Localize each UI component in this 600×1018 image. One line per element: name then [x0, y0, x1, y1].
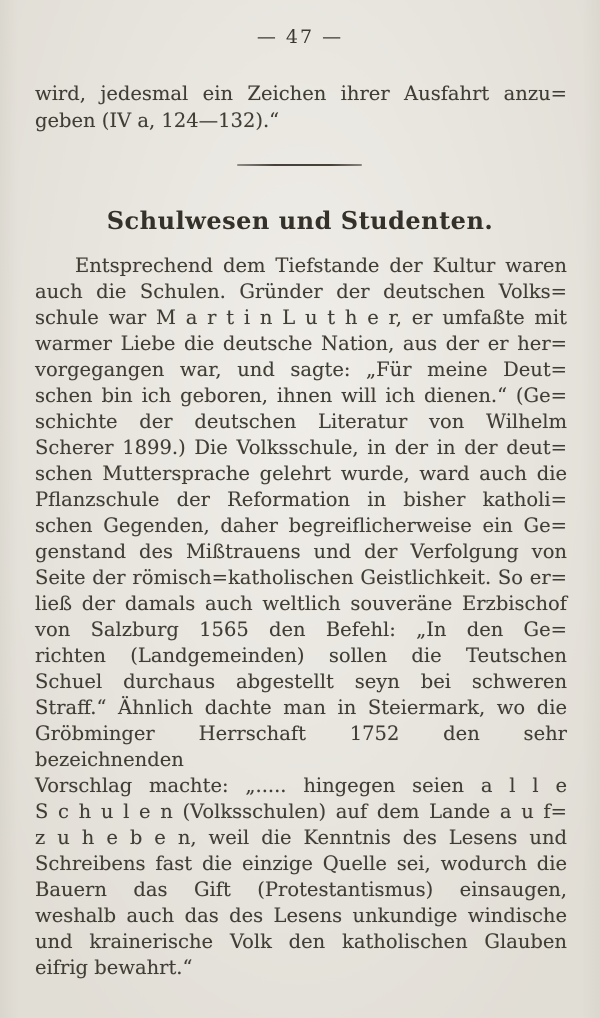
page-number: — 47 — [256, 26, 344, 48]
text-line: ließ der damals auch weltlich souveräne Erzbischof [35, 592, 567, 615]
text-line: warmer Liebe die deutsche Nation, aus der er her= [35, 332, 567, 355]
text-line: S c h u l e n (Volksschulen) auf dem Lande a u f= [35, 800, 567, 823]
text-line: von Salzburg 1565 den Befehl: „In den Ge= [35, 618, 567, 641]
text-line: schen bin ich geboren, ihnen will ich dienen.“ (Ge= [35, 384, 567, 407]
text-line: weshalb auch das des Lesens unkundige windische [35, 904, 567, 927]
section-divider-rule [237, 164, 362, 166]
text-line: und krainerische Volk den katholischen Glauben [35, 930, 567, 953]
text-line: eifrig bewahrt.“ [35, 956, 193, 979]
text-line: Schuel durchaus abgestellt seyn bei schweren [35, 670, 567, 693]
text-line: richten (Landgemeinden) sollen die Teutschen [35, 644, 567, 667]
text-line: Gröbminger Herrschaft 1752 den sehr bezeichnenden [35, 722, 567, 771]
text-line: genstand des Mißtrauens und der Verfolgung von [35, 540, 567, 563]
text-line: Entsprechend dem Tiefstande der Kultur waren [75, 254, 567, 277]
text-line: vorgegangen war, und sagte: „Für meine Deut= [35, 358, 567, 381]
text-line: auch die Schulen. Gründer der deutschen Volks= [35, 280, 567, 303]
text-line: schen Muttersprache gelehrt wurde, ward auch die [35, 462, 567, 485]
text-line: z u h e b e n, weil die Kenntnis des Lesens und [35, 826, 567, 849]
body-paragraph [35, 253, 567, 981]
text-line: Vorschlag machte: „..... hingegen seien a l l e [35, 774, 567, 797]
carryover-paragraph [35, 80, 567, 134]
text-line: schule war M a r t i n L u t h e r, er umfaßte mit [35, 306, 567, 329]
text-line: Bauern das Gift (Protestantismus) einsaugen, [35, 878, 567, 901]
text-line: Schreibens fast die einzige Quelle sei, wodurch die [35, 852, 567, 875]
text-line: Seite der römisch=katholischen Geistlichkeit. So er= [35, 566, 567, 589]
text-line: Straff.“ Ähnlich dachte man in Steiermark, wo die [35, 696, 567, 719]
text-line: schen Gegenden, daher begreiflicherweise ein Ge= [35, 514, 567, 537]
text-line: Scherer 1899.) Die Volksschule, in der in der deut= [35, 436, 567, 459]
text-line: schichte der deutschen Literatur von Wilhelm [35, 410, 567, 433]
text-line: wird, jedesmal ein Zeichen ihrer Ausfahrt anzu= [35, 82, 567, 105]
text-line: Pflanzschule der Reformation in bisher katholi= [35, 488, 567, 511]
text-line: geben (IV a, 124—132).“ [35, 109, 280, 132]
section-title: Schulwesen und Studenten. [106, 206, 494, 235]
